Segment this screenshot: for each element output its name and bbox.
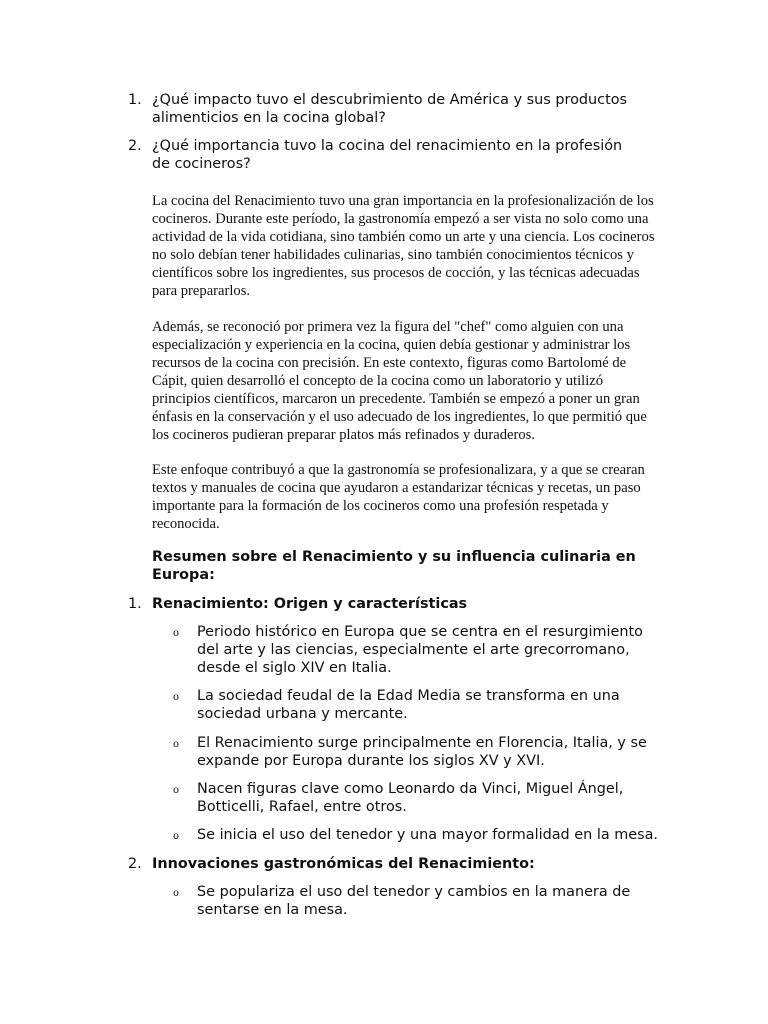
- bullet-marker: o: [173, 785, 180, 796]
- question-text: ¿Qué impacto tuvo el descubrimiento de América y sus productos alimenticios en la cocina global?: [152, 92, 628, 126]
- summary-heading: Resumen sobre el Renacimiento y su influencia culinaria en Europa:: [152, 549, 636, 583]
- bullet-marker: o: [173, 888, 180, 899]
- bullet-text: El Renacimiento surge principalmente en Florencia, Italia, y se expande por Europa durante los siglos XV y XVI.: [197, 735, 647, 769]
- bullet-marker: o: [173, 831, 180, 842]
- section-title: Renacimiento: Origen y características: [152, 596, 468, 612]
- section-number: 1.: [128, 596, 142, 612]
- question-number: 2.: [128, 138, 142, 154]
- bullet-marker: o: [173, 739, 180, 750]
- bullet-marker: o: [173, 692, 180, 703]
- question-text: ¿Qué importancia tuvo la cocina del renacimiento en la profesión de cocineros?: [152, 138, 623, 172]
- answer-paragraph: Este enfoque contribuyó a que la gastronomía se profesionalizara, y a que se crearan textos y manuales de cocina que ayudaron a estandarizar técnicas y recetas, un paso importante para la formación de los cocineros como una profesión respetada y reconocida.: [152, 462, 645, 532]
- bullet-text: Periodo histórico en Europa que se centra en el resurgimiento del arte y las ciencias, especialmente el arte grecorromano, desde el siglo XIV en Italia.: [197, 624, 643, 676]
- question-number: 1.: [128, 92, 142, 108]
- bullet-text: La sociedad feudal de la Edad Media se transforma en una sociedad urbana y mercante.: [197, 688, 620, 722]
- bullet-text: Se inicia el uso del tenedor y una mayor formalidad en la mesa.: [197, 827, 658, 843]
- bullet-marker: o: [173, 628, 180, 639]
- section-number: 2.: [128, 856, 142, 872]
- answer-paragraph: La cocina del Renacimiento tuvo una gran importancia en la profesionalización de los cocineros. Durante este período, la gastronomía empezó a ser vista no solo como una actividad de la vida cotidiana, sino también como un arte y una ciencia. Los cocineros no solo debían tener habilidades culinarias, sino también conocimientos técnicos y científicos sobre los ingredientes, sus procesos de cocción, y las técnicas adecuadas para prepararlos.: [152, 193, 655, 299]
- bullet-text: Nacen figuras clave como Leonardo da Vinci, Miguel Ángel, Botticelli, Rafael, entre otros.: [197, 781, 624, 815]
- section-title: Innovaciones gastronómicas del Renacimiento:: [152, 856, 535, 872]
- bullet-text: Se populariza el uso del tenedor y cambios en la manera de sentarse en la mesa.: [197, 884, 631, 918]
- answer-paragraph: Además, se reconoció por primera vez la figura del "chef" como alguien con una especialización y experiencia en la cocina, quien debía gestionar y administrar los recursos de la cocina con precisión. En este contexto, figuras como Bartolomé de Cápit, quien desarrolló el concepto de la cocina como un laboratorio y utilizó principios científicos, marcaron un precedente. También se empezó a poner un gran énfasis en la conservación y el uso adecuado de los ingredientes, lo que permitió que los cocineros pudieran preparar platos más refinados y duraderos.: [152, 319, 647, 443]
